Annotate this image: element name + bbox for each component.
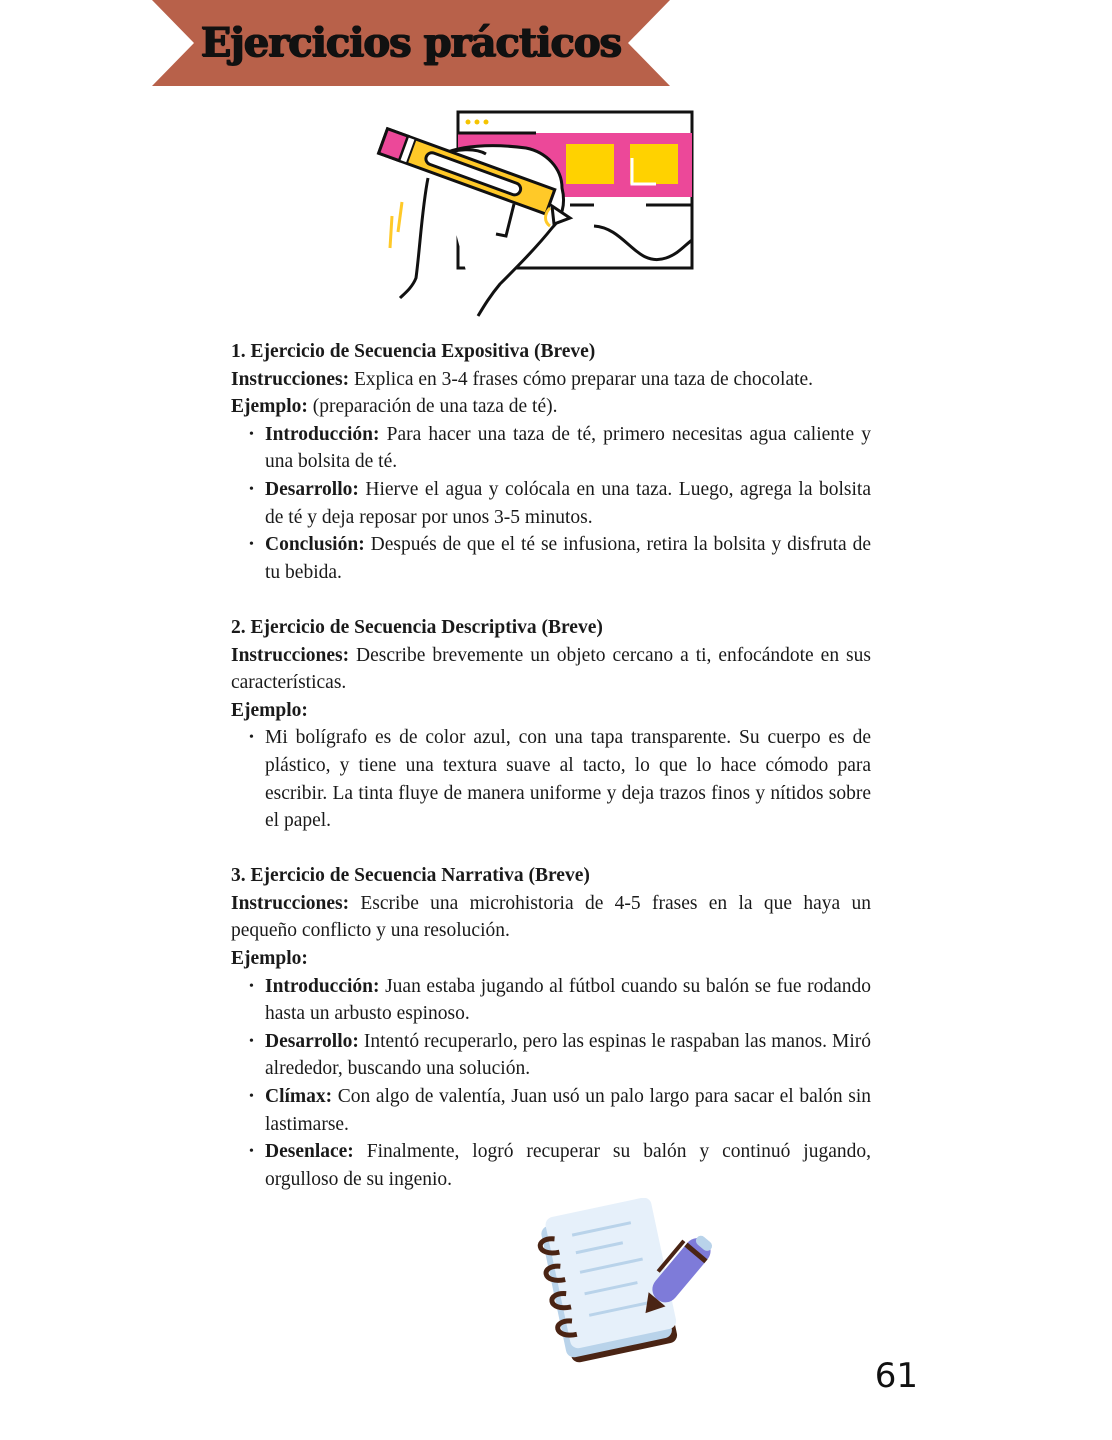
bullet-icon: • <box>249 481 254 497</box>
item-text: Finalmente, logró recuperar su balón y continuó jugando, orgulloso de su ingenio. <box>265 1141 871 1190</box>
item-label: Desarrollo: <box>265 478 359 500</box>
item-text: Juan estaba jugando al fútbol cuando su balón se fue rodando hasta un arbusto espinoso. <box>265 975 871 1025</box>
example-heading <box>231 697 871 725</box>
item-label: Conclusión: <box>265 534 365 556</box>
list-item <box>249 724 871 834</box>
page-title: Ejercicios prácticos <box>200 19 622 66</box>
bullet-icon: • <box>249 1089 254 1105</box>
section-title: 3. Ejercicio de Secuencia Narrativa (Breve) <box>231 865 590 887</box>
bullet-icon: • <box>249 730 254 746</box>
instructions-text: Describe brevemente un objeto cercano a ti, enfocándote en sus características. <box>231 644 871 694</box>
instructions <box>231 890 871 945</box>
example-label: Ejemplo: <box>231 948 308 970</box>
instructions-label: Instrucciones: <box>231 892 350 914</box>
instructions-label: Instrucciones: <box>231 368 350 390</box>
item-text: Mi bolígrafo es de color azul, con una tapa transparente. Su cuerpo es de plástico, y tiene una textura suave al tacto, lo que lo hace cómodo para escribir. La tinta fluye de manera uniforme y deja trazos finos y nítidos sobre el papel. <box>265 727 871 832</box>
notebook-and-pen-icon <box>532 1198 722 1368</box>
item-text: Para hacer una taza de té, primero necesitas agua caliente y una bolsita de té. <box>265 423 871 473</box>
exercise-list <box>231 338 871 1221</box>
item-text: Con algo de valentía, Juan usó un palo largo para sacar el balón sin lastimarse. <box>265 1086 871 1135</box>
example-list <box>231 724 871 834</box>
exercise-section-descriptiva <box>231 614 871 835</box>
bullet-icon: • <box>249 1144 254 1160</box>
instructions <box>231 366 871 394</box>
example-list <box>231 973 871 1194</box>
instructions-text: Explica en 3-4 frases cómo preparar una taza de chocolate. <box>349 368 814 390</box>
page-number: 61 <box>874 1356 918 1396</box>
list-item <box>249 1138 871 1193</box>
exercise-section-narrativa <box>231 862 871 1193</box>
instructions-label: Instrucciones: <box>231 644 350 666</box>
bullet-icon: • <box>249 426 254 442</box>
example-list <box>231 421 871 587</box>
item-label: Desarrollo: <box>265 1030 359 1052</box>
item-label: Introducción: <box>265 975 380 997</box>
list-item <box>249 531 871 586</box>
item-text: Después de que el té se infusiona, retira la bolsita y disfruta de tu bebida. <box>265 534 871 583</box>
bullet-icon: • <box>249 1033 254 1049</box>
example-note: (preparación de una taza de té). <box>307 396 558 418</box>
exercise-section-expositiva <box>231 338 871 586</box>
title-banner <box>152 0 670 86</box>
list-item <box>249 973 871 1028</box>
example-label: Ejemplo: <box>231 396 308 418</box>
example-heading <box>231 945 871 973</box>
list-item <box>249 1028 871 1083</box>
list-item <box>249 421 871 476</box>
example-heading <box>231 393 871 421</box>
bullet-icon: • <box>249 537 254 553</box>
section-title: 1. Ejercicio de Secuencia Expositiva (Breve) <box>231 341 596 362</box>
bullet-icon: • <box>249 978 254 994</box>
item-label: Introducción: <box>265 423 380 445</box>
instructions <box>231 642 871 697</box>
item-label: Clímax: <box>265 1086 333 1108</box>
section-title: 2. Ejercicio de Secuencia Descriptiva (Breve) <box>231 616 603 638</box>
instructions-text: Escribe una microhistoria de 4-5 frases en la que haya un pequeño conflicto y una resolución. <box>231 892 871 942</box>
list-item <box>249 476 871 531</box>
hand-drawing-on-web-page-icon <box>366 108 696 325</box>
item-text: Hierve el agua y colócala en una taza. Luego, agrega la bolsita de té y deja reposar por unos 3-5 minutos. <box>265 478 871 528</box>
example-label: Ejemplo: <box>231 699 308 721</box>
item-label: Desenlace: <box>265 1141 354 1163</box>
list-item <box>249 1083 871 1138</box>
item-text: Intentó recuperarlo, pero las espinas le raspaban las manos. Miró alrededor, buscando una solución. <box>265 1030 871 1080</box>
